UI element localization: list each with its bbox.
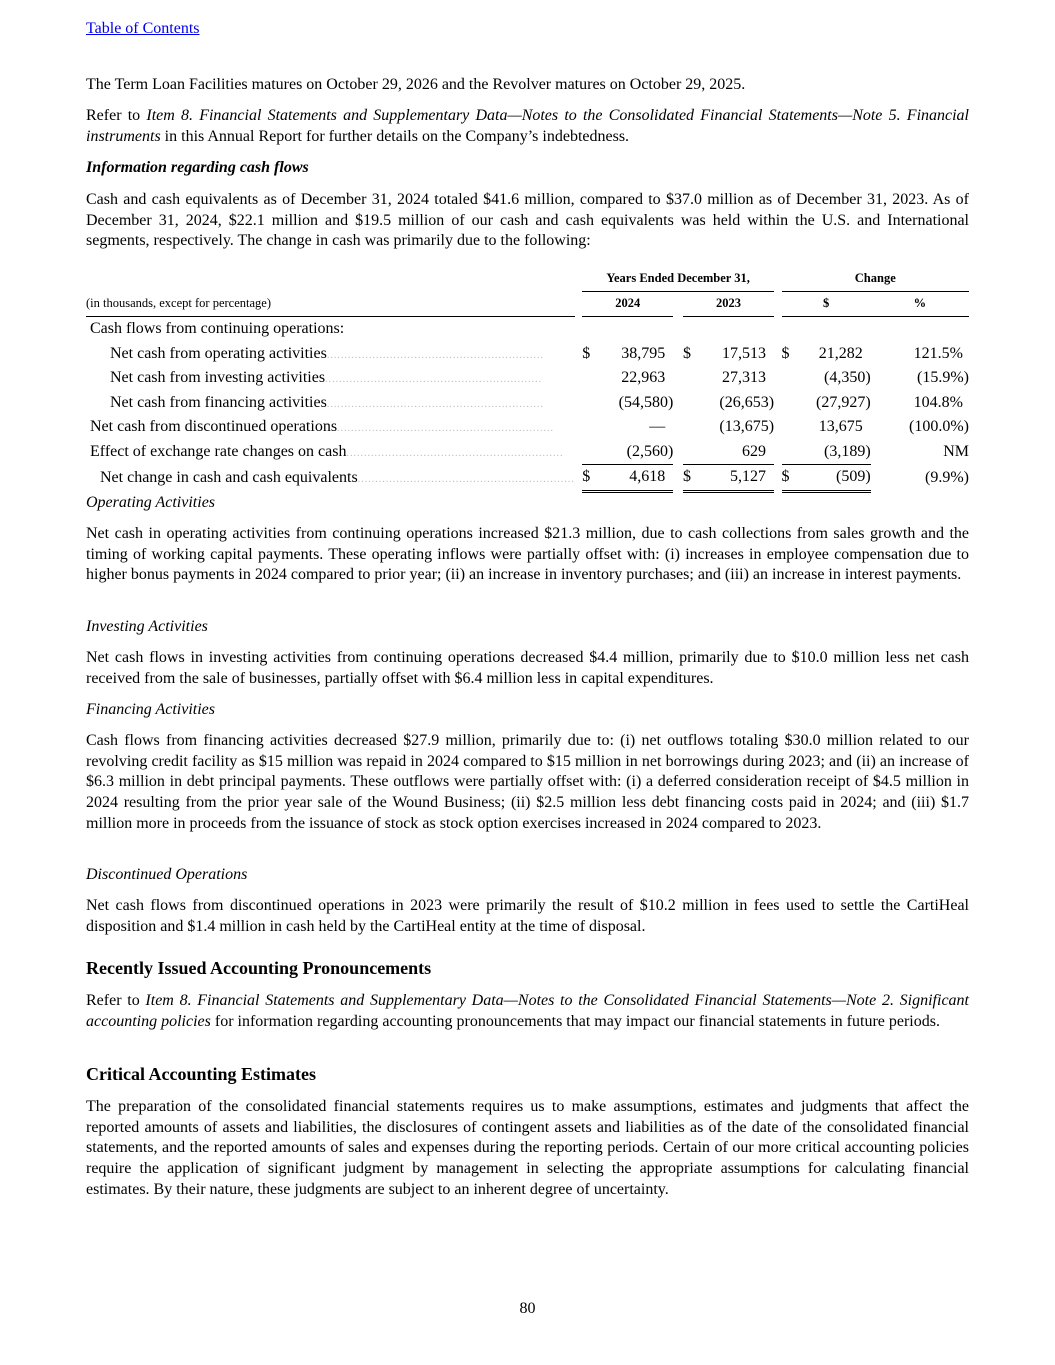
operating-activities-title: Operating Activities (86, 494, 216, 511)
section-label: Cash flows from continuing operations: (90, 320, 345, 338)
dollar-sign (683, 415, 696, 440)
col-2023-header: 2023 (683, 291, 774, 317)
value-2024: 4,618 (595, 465, 673, 492)
col-2024-header: 2024 (582, 291, 673, 317)
value-change: (509) (794, 465, 871, 492)
cash-summary-paragraph: Cash and cash equivalents as of December 31, 2024 totaled $41.6 million, compared to $37.0 million as of December 31, 2023. As of December 31, 2024, $22.1 million and $19.5 million of our cash and cash equivalents was held within the U.S. and International segments, respectively. The change in cash was primarily due to the following: (86, 191, 969, 250)
dollar-sign: $ (582, 344, 591, 362)
row-label: Net cash from operating activities.............................................................. (110, 344, 544, 362)
value-change-pct: 104.8% (913, 393, 963, 411)
value-2024: 38,795 (621, 344, 666, 362)
units-label: (in thousands, except for percentage) (86, 291, 575, 317)
table-total-row (86, 465, 969, 492)
table-row (86, 415, 969, 440)
table-row (86, 391, 969, 416)
value-change: 13,675 (818, 418, 863, 436)
dollar-sign: $ (683, 465, 696, 492)
operating-activities-paragraph: Net cash in operating activities from continuing operations increased $21.3 million, due to cash collections from sales growth and the timing of working capital payments. These operating inflows were partially offset with: (i) increases in employee compensation due to higher bonus payments in 2024 compared to prior year; (ii) an increase in inventory purchases; and (iii) an increase in interest payments. (86, 525, 969, 584)
cash-flow-table (86, 266, 969, 493)
value-change: (4,350) (824, 369, 871, 387)
table-group-header-row (86, 266, 969, 291)
dollar-sign: $ (682, 344, 691, 362)
row-label: Net change in cash and cash equivalents.............................................................. (100, 468, 575, 486)
recent-pronouncements-paragraph: Refer to Item 8. Financial Statements and Supplementary Data—Notes to the Consolidated Financial Statements—Note 2. Significant accounting policies for information regarding accounting pronouncements that may impact our financial statements in future periods. (86, 992, 969, 1030)
dollar-sign (582, 391, 595, 416)
dollar-sign (683, 391, 696, 416)
dollar-sign (782, 415, 795, 440)
value-change: (27,927) (816, 393, 871, 411)
discontinued-operations-title: Discontinued Operations (86, 866, 248, 883)
row-label: Net cash from financing activities.............................................................. (110, 393, 544, 411)
value-2023: (13,675) (719, 418, 775, 436)
table-column-header-row (86, 291, 969, 317)
dollar-sign: $ (781, 344, 790, 362)
value-change-pct: (100.0%) (909, 418, 969, 436)
financing-activities-paragraph: Cash flows from financing activities decreased $27.9 million, primarily due to: (i) net outflows totaling $30.0 million related to our revolving credit facility as $15 million was repaid in 2024 compared to $15 million in net borrowings during 2023; and (ii) an increase of $6.3 million in debt principal payments. These outflows were partially offset with: (i) a deferred consideration receipt of $4.5 million in 2024 resulting from the prior year sale of the Wound Business; (ii) $2.5 million less debt financing costs paid in 2024; and (iii) $1.7 million more in proceeds from the issuance of stock as stock option exercises increased in 2024 compared to 2023. (86, 732, 969, 832)
row-label: Effect of exchange rate changes on cash.............................................................. (90, 443, 564, 460)
value-change-pct: NM (943, 443, 969, 460)
maturity-paragraph: The Term Loan Facilities matures on October 29, 2026 and the Revolver matures on October 29, 2025. (86, 76, 746, 93)
value-2024: 22,963 (621, 369, 666, 387)
investing-activities-title: Investing Activities (86, 618, 208, 635)
row-label: Net cash from discontinued operations.............................................................. (90, 418, 555, 436)
value-change: 21,282 (818, 344, 863, 362)
value-change-pct: (9.9%) (925, 468, 969, 486)
indebtedness-reference-paragraph: Refer to Item 8. Financial Statements and Supplementary Data—Notes to the Consolidated Financial Statements—Note 5. Financial instruments in this Annual Report for further details on the Company’s indebtedness. (86, 107, 970, 145)
table-row (86, 440, 969, 465)
value-2024: (2,560) (626, 442, 674, 460)
critical-estimates-paragraph: The preparation of the consolidated financial statements requires us to make assumptions, estimates and judgments that affect the reported amounts of assets and liabilities, the disclosures of contingent assets and liabilities as of the date of the consolidated financial statements, and the reported amounts of sales and expenses during the reporting periods. Certain of our more critical accounting policies require the application of significant judgment by management in selecting the appropriate assumptions for calculating financial estimates. By their nature, these judgments are subject to an inherent degree of uncertainty. (86, 1098, 969, 1198)
dollar-sign (582, 415, 595, 440)
value-change-pct: 121.5% (913, 344, 963, 362)
value-2023: 5,127 (696, 465, 774, 492)
value-2023: 629 (742, 442, 767, 460)
col-change-pct-header: % (871, 291, 969, 317)
dollar-sign (683, 440, 696, 465)
value-change: (3,189) (824, 442, 871, 460)
table-of-contents-link[interactable]: Table of Contents (86, 20, 200, 37)
value-2023: 27,313 (722, 369, 767, 387)
dollar-sign (582, 440, 595, 465)
table-section-row (86, 317, 969, 342)
financing-activities-title: Financing Activities (86, 701, 216, 718)
table-row (86, 342, 969, 367)
dollar-sign: $ (582, 465, 595, 492)
table-row (86, 366, 969, 391)
value-2024: — (649, 418, 666, 436)
dollar-sign (782, 366, 795, 391)
recent-pronouncements-heading: Recently Issued Accounting Pronouncements (86, 958, 432, 978)
dollar-sign (782, 440, 795, 465)
cash-flows-subheading: Information regarding cash flows (86, 159, 309, 176)
investing-activities-paragraph: Net cash flows in investing activities from continuing operations decreased $4.4 million, primarily due to $10.0 million less net cash received from the sale of businesses, partially offset with $6.4 million less in capital expenditures. (86, 649, 969, 687)
row-label: Net cash from investing activities.............................................................. (110, 369, 543, 387)
page-number: 80 (519, 1300, 536, 1317)
dollar-sign (683, 366, 696, 391)
value-2024: (54,580) (618, 393, 674, 411)
dollar-sign: $ (782, 465, 795, 492)
value-2023: 17,513 (722, 344, 767, 362)
change-header: Change (782, 266, 969, 291)
dollar-sign (782, 391, 795, 416)
value-change-pct: (15.9%) (917, 369, 969, 387)
discontinued-operations-paragraph: Net cash flows from discontinued operations in 2023 were primarily the result of $10.2 million in fees used to settle the CartiHeal disposition and $1.4 million in cash held by the CartiHeal entity at the time of disposal. (86, 897, 969, 935)
value-2023: (26,653) (719, 393, 775, 411)
col-change-dollar-header: $ (782, 291, 871, 317)
dollar-sign (582, 366, 595, 391)
critical-estimates-heading: Critical Accounting Estimates (86, 1064, 316, 1084)
years-ended-header: Years Ended December 31, (582, 266, 774, 291)
